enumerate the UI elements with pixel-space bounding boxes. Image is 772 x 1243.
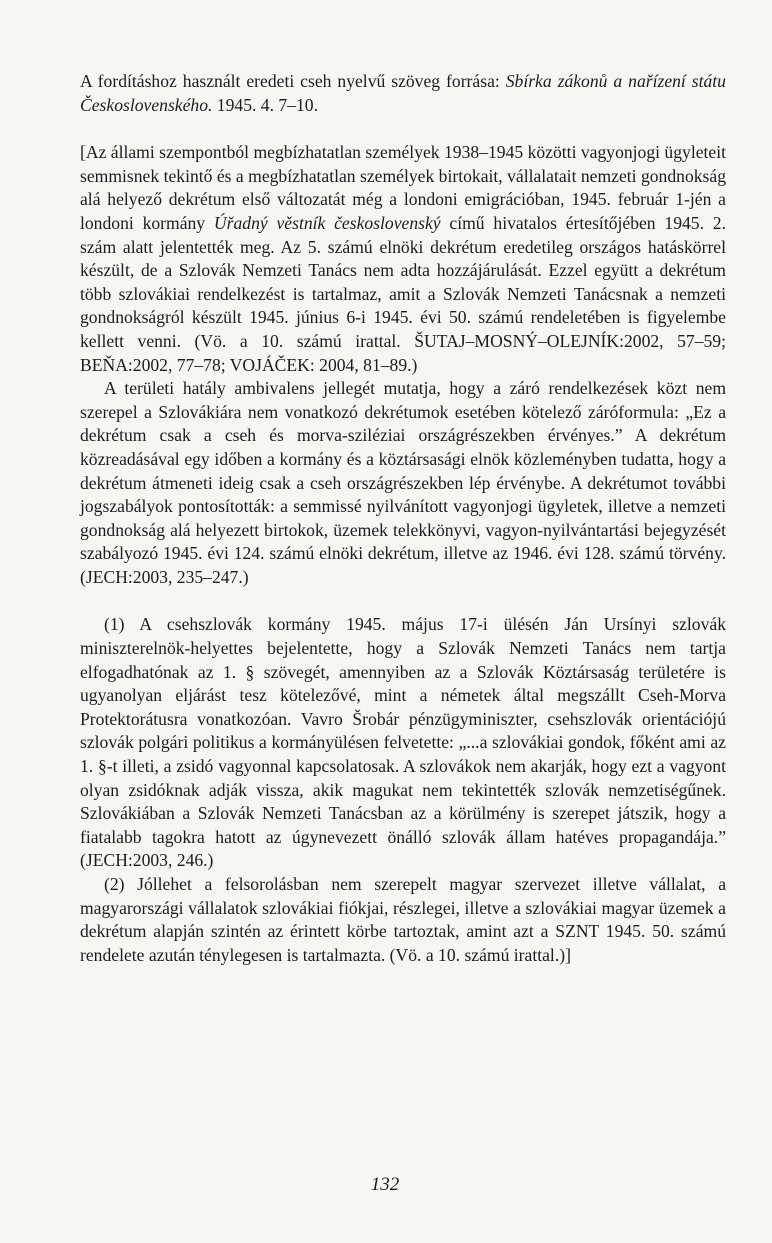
footnote-2: (2) Jóllehet a felsorolásban nem szerepelt magyar szervezet illetve vállalat, a magyarországi vállalatok szlovákiai fiókjai, részlegei, illetve a szlovákiai magyar üzemek a dekrétum alapján szintén az érintett körbe tartoztak, amint azt a SZNT 1945. 50. számú rendelete azután ténylegesen is tartalmazta. (Vö. a 10. számú irattal.)]: [80, 874, 726, 965]
source-note: [80, 70, 726, 117]
note-paragraph-2: A területi hatály ambivalens jellegét mutatja, hogy a záró rendelkezések közt nem szerepel a Szlovákiára nem vonatkozó dekrétumok esetében kötelező záróformula: „Ez a dekrétum csak a cseh és morva-sziléziai országrészekben érvényes.” A dekrétum közreadásával egy időben a kormány és a köztársasági elnök közleményben tudatta, hogy a dekrétum átmeneti ideig csak a cseh országrészekben lép érvénybe. A dekrétumot további jogszabályok pontosították: a semmissé nyilvánított vagyonjogi ügyletek, illetve a nemzeti gondnokság alá helyezett birtokok, üzemek telekkönyvi, vagyon-nyilvántartási bejegyzését szabályozó 1945. évi 124. számú elnöki dekrétum, illetve az 1946. évi 128. számú törvény. (JECH:2003, 235–247.): [80, 378, 726, 587]
note-p1-journal-title: Úřadný věstník československý: [213, 212, 441, 233]
footnote-1: (1) A csehszlovák kormány 1945. május 17-i ülésén Ján Ursínyi szlovák miniszterelnök-helyettes bejelentette, hogy a Szlovák Nemzeti Tanács nem tartja elfogadhatónak az 1. § szövegét, amennyiben az a Szlovák Köztársaság területére is ugyanolyan eljárást tesz kötelezővé, mint a németek által megszállt Cseh-Morva Protektorátusra vonatkozóan. Vavro Šrobár pénzügyminiszter, csehszlovák orientációjú szlovák polgári politikus a kormányülésen felvetette: „...a szlovákiai gondok, főként ami az 1. §-t illeti, a zsidó vagyonnal kapcsolatosak. A szlovákok nem akarják, hogy ezt a vagyont olyan zsidóknak adják vissza, akik magukat nem tekintették szlovák nemzetiségűnek. Szlovákiában a Szlovák Nemzeti Tanácsban az a körülmény is szerepet játszik, hogy a fiatalabb tagokra hatott az úgynevezett önálló szlovák állam hatéves propagandája.” (JECH:2003, 246.): [80, 614, 726, 871]
note-paragraph-1: [80, 141, 726, 377]
source-prefix: A fordításhoz használt eredeti cseh nyelvű szöveg forrása:: [80, 71, 506, 91]
page-body: [80, 70, 726, 967]
page-number: 132: [370, 1174, 400, 1195]
source-suffix: 1945. 4. 7–10.: [212, 94, 318, 115]
note-p1-text-b: című hivatalos értesítőjében 1945. 2. szám alatt jelentették meg. Az 5. számú elnöki dekrétum eredetileg országos hatáskörrel készült, de a Szlovák Nemzeti Tanács nem adta hozzájárulását. Ezzel együtt a dekrétum több szlovákiai rendelkezést is tartalmaz, amit a Szlovák Nemzeti Tanácsnak a nemzeti gondnokságról készült 1945. június 6-i 1945. évi 50. számú rendeletében is figyelembe kellett venni. (Vö. a 10. számú irattal. ŠUTAJ–MOSNÝ–OLEJNÍK:2002, 57–59; BEŇA:2002, 77–78; VOJÁČEK: 2004, 81–89.): [80, 212, 726, 375]
source-title: Sbírka zákonů a nařízení státu Československého.: [80, 71, 726, 115]
note-p1-text-a: [Az állami szempontból megbízhatatlan személyek 1938–1945 közötti vagyonjogi ügyleteit semmisnek tekintő és a megbízhatatlan személyek birtokait, vállalatait nemzeti gondnokság alá helyező dekrétum első változatát még a londoni emigrációban, 1945. február 1-jén a londoni kormány: [80, 142, 726, 233]
